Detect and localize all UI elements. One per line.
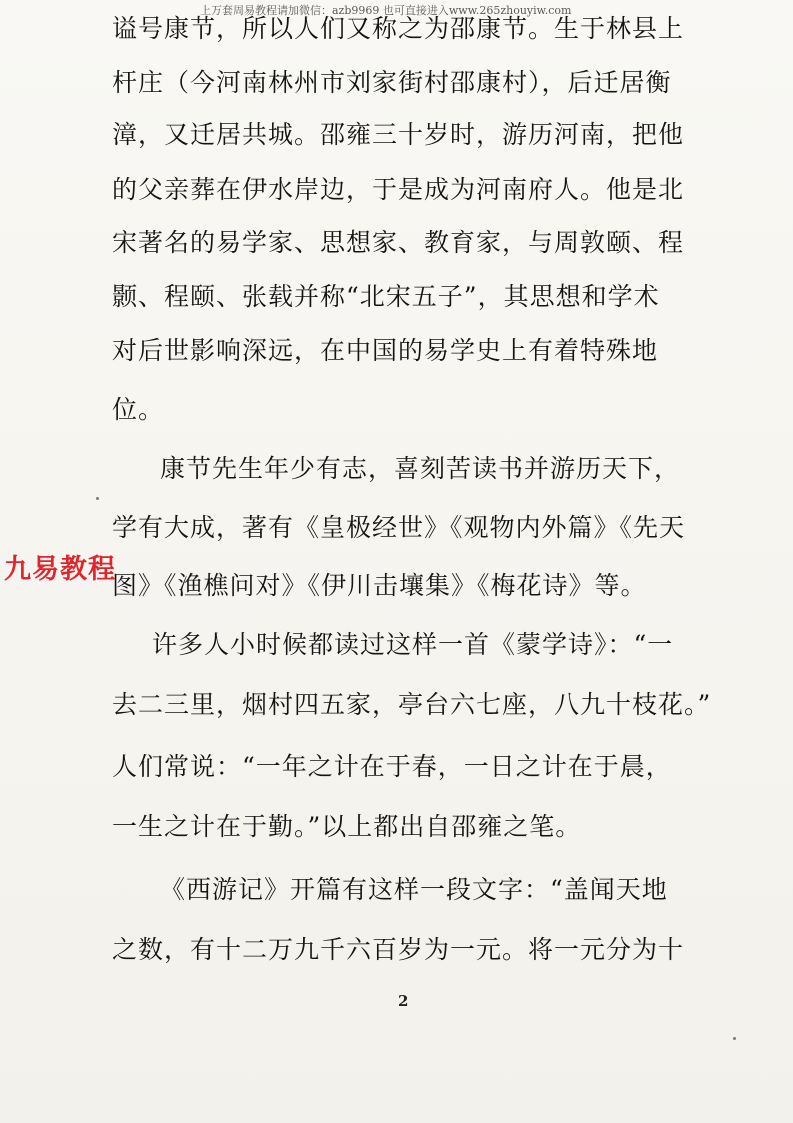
watermark-stamp: 九易教程 [4,554,116,585]
header-watermark: 上万套周易教程请加微信：azb9969 也可直接进入www.265zhouyiw.com [200,4,572,17]
page-number: 2 [398,992,409,1010]
body-line: 对后世影响深远，在中国的易学史上有着特殊地 [112,336,659,365]
body-line: 漳，又迁居共城。邵雍三十岁时，游历河南，把他 [112,120,685,149]
body-line: 人们常说：“一年之计在于春，一日之计在于晨， [112,752,672,781]
body-line: 一生之计在于勤。”以上都出自邵雍之笔。 [112,812,582,841]
scan-speck [733,1037,736,1040]
body-line: 的父亲葬在伊水岸边，于是成为河南府人。他是北 [112,175,685,204]
body-line: 《西游记》开篇有这样一段文字：“盖闻天地 [160,875,668,904]
body-line: 图》《渔樵问对》《伊川击壤集》《梅花诗》等。 [112,571,647,600]
body-line: 颢、程颐、张载并称“北宋五子”，其思想和学术 [112,282,660,311]
body-line: 之数，有十二万九千六百岁为一元。将一元分为十 [112,935,685,964]
body-line: 康节先生年少有志，喜刻苦读书并游历天下， [160,454,681,483]
body-line: 杆庄（今河南林州市刘家街村邵康村），后迁居衡 [112,68,672,97]
body-line: 宋著名的易学家、思想家、教育家，与周敦颐、程 [112,228,685,257]
body-line: 谥号康节，所以人们又称之为邵康节。生于林县上 [112,14,685,43]
body-line: 学有大成，著有《皇极经世》《观物内外篇》《先天 [112,513,686,542]
body-line: 许多人小时候都读过这样一首《蒙学诗》：“一 [152,630,674,659]
body-line: 位。 [112,395,165,424]
body-line: 去二三里，烟村四五家，亭台六七座，八九十枝花。” [112,690,712,719]
scan-speck [96,497,99,500]
